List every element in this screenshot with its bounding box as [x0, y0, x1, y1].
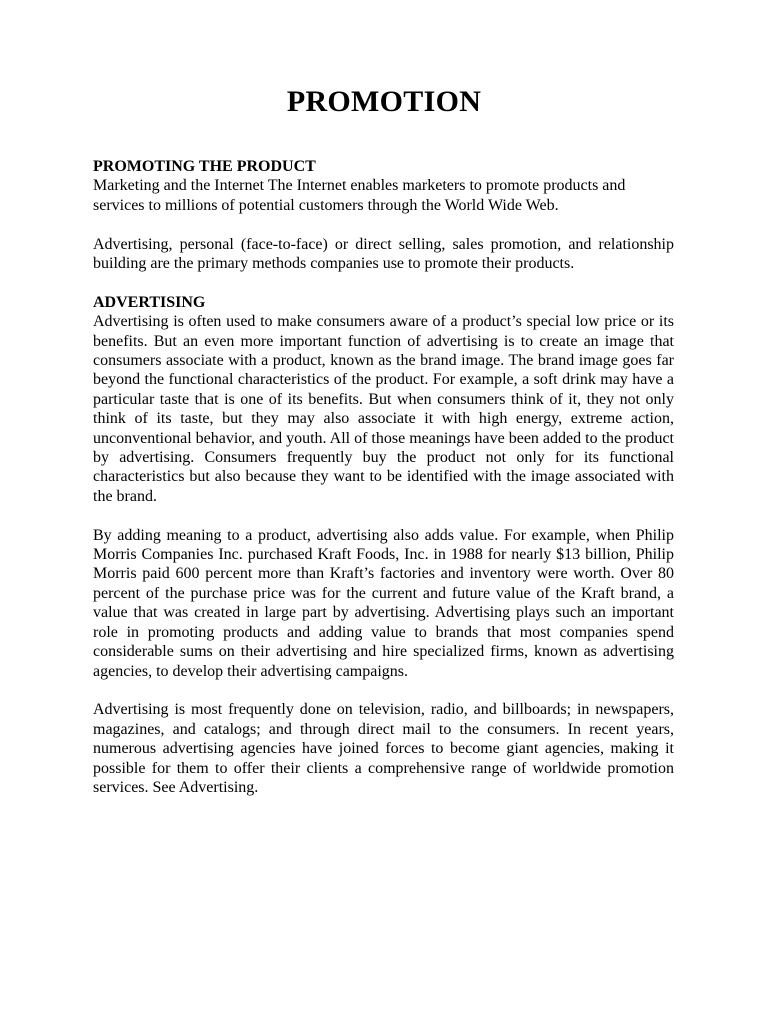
section-promoting-the-product — [93, 157, 674, 273]
section-heading: ADVERTISING — [93, 293, 206, 311]
paragraph: Marketing and the Internet The Internet enables marketers to promote products and services to millions of potential customers through the World Wide Web. — [93, 177, 626, 214]
section-heading: PROMOTING THE PRODUCT — [93, 158, 316, 175]
page-title: PROMOTION — [286, 85, 482, 118]
paragraph: Advertising is most frequently done on television, radio, and billboards; in newspapers, magazines, and catalogs; and through direct mail to the consumers. In recent years, numerous advertising agencies have joined forces to become giant agencies, making it possible for them to offer their clients a comprehensive range of worldwide promotion services. See Advertising. — [93, 701, 674, 796]
paragraph: Advertising is often used to make consumers aware of a product’s special low price or its benefits. But an even more important function of advertising is to create an image that consumers associate with a product, known as the brand image. The brand image goes far beyond the functional characteristics of the product. For example, a soft drink may have a particular taste that is one of its benefits. But when consumers think of it, they not only think of its taste, but they may also associate it with high energy, extreme action, unconventional behavior, and youth. All of those meanings have been added to the product by advertising. Consumers frequently buy the product not only for its functional characteristics but also because they want to be identified with the image associated with the brand. — [93, 313, 674, 505]
section-advertising — [93, 293, 674, 798]
paragraph: By adding meaning to a product, advertising also adds value. For example, when Philip Morris Companies Inc. purchased Kraft Foods, Inc. in 1988 for nearly $13 billion, Philip Morris paid 600 percent more than Kraft’s factories and inventory were worth. Over 80 percent of the purchase price was for the current and future value of the Kraft brand, a value that was created in large part by advertising. Advertising plays such an important role in promoting products and adding value to brands that most companies spend considerable sums on their advertising and hire specialized firms, known as advertising agencies, to develop their advertising campaigns. — [93, 526, 674, 680]
paragraph: Advertising, personal (face-to-face) or direct selling, sales promotion, and relationship building are the primary methods companies use to promote their products. — [93, 235, 674, 273]
document-body — [93, 157, 674, 817]
